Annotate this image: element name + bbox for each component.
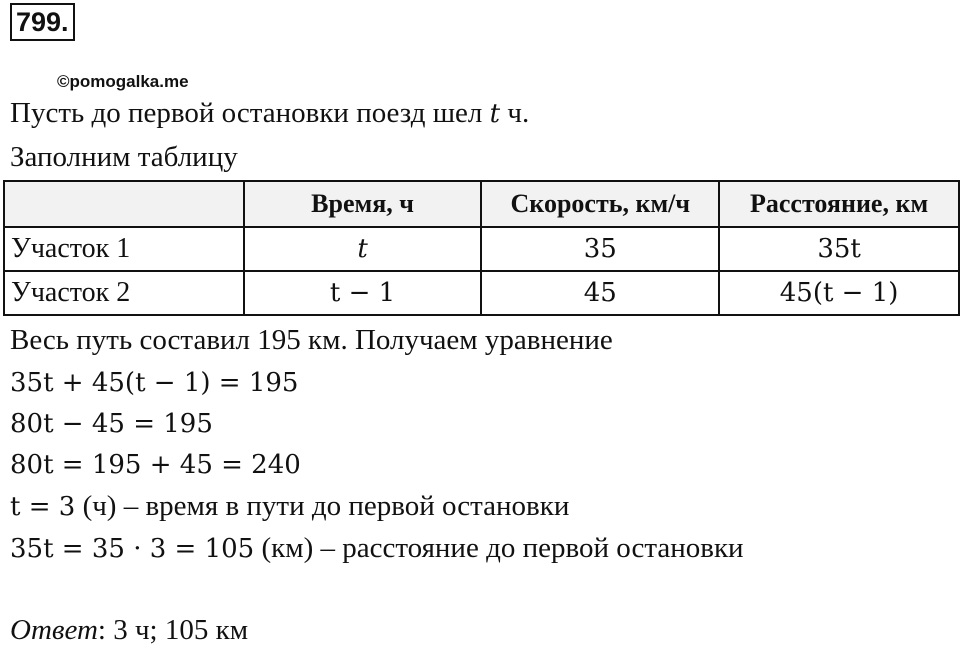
table-cell: 35t bbox=[719, 227, 959, 271]
table-cell: t − 1 bbox=[244, 271, 482, 315]
header-cell: Скорость, км/ч bbox=[481, 181, 719, 227]
watermark: ©pomogalka.me bbox=[57, 72, 189, 91]
table-header-row bbox=[4, 181, 959, 227]
total-line: Весь путь составил 195 км. Получаем уравнение bbox=[10, 324, 613, 356]
problem-number: 799. bbox=[10, 3, 75, 41]
answer-label: Ответ bbox=[10, 614, 98, 646]
header-cell bbox=[4, 181, 244, 227]
table-cell: t bbox=[244, 227, 482, 271]
result-time-math: t = 3 bbox=[10, 492, 76, 522]
header-cell: Расстояние, км bbox=[719, 181, 959, 227]
fill-table-line: Заполним таблицу bbox=[10, 141, 238, 173]
result-time-line bbox=[10, 488, 569, 525]
result-distance-line bbox=[10, 530, 744, 567]
table-cell: 35 bbox=[481, 227, 719, 271]
table-cell: 45 bbox=[481, 271, 719, 315]
table-cell: Участок 2 bbox=[4, 271, 244, 315]
equation-line: 80t − 45 = 195 bbox=[10, 409, 213, 439]
intro-line bbox=[10, 95, 529, 132]
data-table bbox=[3, 180, 960, 316]
intro-text: Пусть до первой остановки поезд шел bbox=[10, 97, 490, 129]
table-row bbox=[4, 271, 959, 315]
equation-line: 80t = 195 + 45 = 240 bbox=[10, 450, 301, 480]
table-cell: 45(t − 1) bbox=[719, 271, 959, 315]
result-distance-text: (км) – расстояние до первой остановки bbox=[254, 532, 744, 564]
equation-line: 35t + 45(t − 1) = 195 bbox=[10, 368, 299, 398]
result-time-text: (ч) – время в пути до первой остановки bbox=[75, 490, 570, 522]
intro-var: t bbox=[489, 99, 501, 129]
answer-text: : 3 ч; 105 км bbox=[97, 614, 249, 646]
table-cell: Участок 1 bbox=[4, 227, 244, 271]
header-cell: Время, ч bbox=[244, 181, 482, 227]
answer-line bbox=[10, 612, 248, 648]
table-row bbox=[4, 227, 959, 271]
result-distance-math: 35t = 35 · 3 = 105 bbox=[10, 534, 255, 564]
intro-unit: ч. bbox=[500, 97, 530, 129]
